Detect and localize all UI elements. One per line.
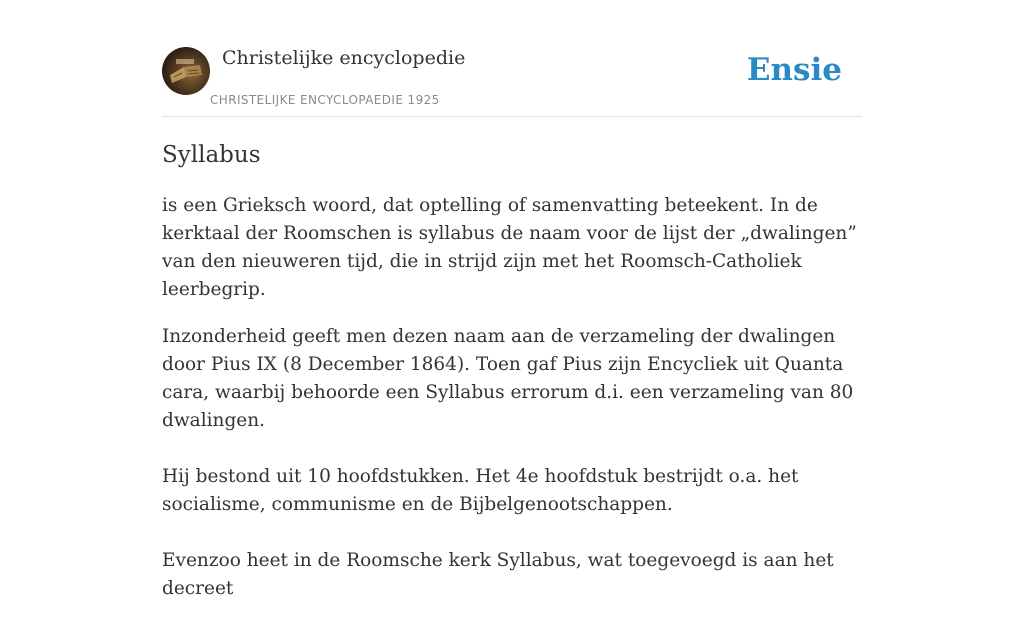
article-paragraph: is een Grieksch woord, dat optelling of samenvatting beteekent. In de kerktaal der Roomschen is syllabus de naam voor de lijst der „dwalingen” van den nieuweren tijd, die in strijd zijn met het Roomsch-Catholiek leerbegrip. [162, 195, 857, 300]
publication-avatar[interactable] [162, 47, 210, 95]
publication-title[interactable]: Christelijke encyclopedie [222, 47, 466, 69]
article-paragraph: Inzonderheid geeft men dezen naam aan de verzameling der dwalingen door Pius IX (8 December 1864). Toen gaf Pius zijn Encycliek uit Quanta cara, waarbij behoorde een Syllabus errorum d.i. een verzameling van 80 dwalingen. [162, 326, 854, 431]
article-paragraph: Hij bestond uit 10 hoofdstukken. Het 4e hoofdstuk bestrijdt o.a. het socialisme, communisme en de Bijbelgenootschappen. [162, 466, 799, 515]
article-title: Syllabus [162, 142, 261, 168]
article-body [162, 192, 866, 622]
publication-subtitle[interactable]: CHRISTELIJKE ENCYCLOPAEDIE 1925 [210, 93, 440, 107]
brand-logo[interactable]: Ensie [746, 52, 842, 88]
site-header [162, 46, 862, 117]
article-paragraph: Evenzoo heet in de Roomsche kerk Syllabus, wat toegevoegd is aan het decreet [162, 550, 834, 599]
open-book-icon [162, 47, 210, 95]
